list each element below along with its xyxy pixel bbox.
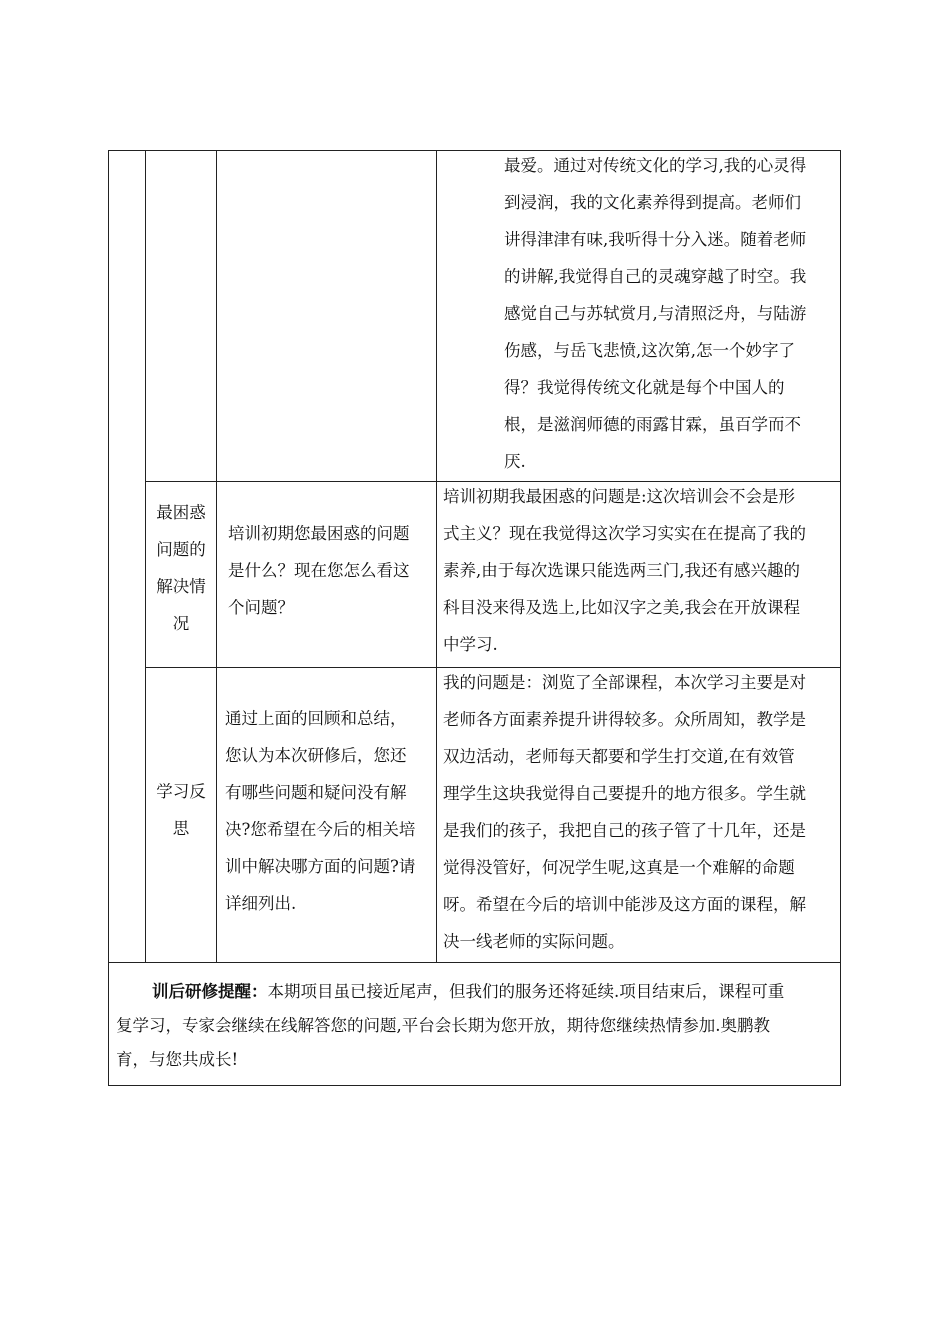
text-line: 决一线老师的实际问题。 (443, 932, 625, 951)
question-reflection (225, 703, 433, 919)
text-line: 双边活动，老师每天都要和学生打交道,在有效管 (443, 747, 795, 766)
reminder-text: 本期项目虽已接近尾声，但我们的服务还将延续.项目结束后，课程可重 (267, 982, 785, 1001)
table-divider (436, 150, 437, 963)
text-line: 通过上面的回顾和总结， (225, 709, 407, 728)
text-line: 我的问题是：浏览了全部课程，本次学习主要是对 (443, 673, 806, 692)
text-line: 详细列出. (225, 894, 297, 913)
text-line: 的讲解,我觉得自己的灵魂穿越了时空。我 (504, 267, 807, 286)
text-line: 您认为本次研修后，您还 (225, 746, 407, 765)
text-line: 感觉自己与苏轼赏月,与清照泛舟，与陆游 (504, 304, 807, 323)
text-line: 厌. (504, 452, 526, 471)
row-label-reflection (146, 776, 216, 844)
text-line: 讲得津津有味,我听得十分入迷。随着老师 (504, 230, 807, 249)
answer-confusion (443, 481, 835, 660)
reminder-line: 复学习，专家会继续在线解答您的问题,平台会长期为您开放，期待您继续热情参加.奥鹏教 (116, 1016, 770, 1035)
text-line: 式主义？现在我觉得这次学习实实在在提高了我的 (443, 524, 806, 543)
text-line: 科目没来得及选上,比如汉字之美,我会在开放课程 (443, 598, 800, 617)
text-line: 觉得没管好，何况学生呢,这真是一个难解的命题 (443, 858, 795, 877)
text-line: 个问题？ (228, 598, 294, 617)
text-line: 素养,由于每次选课只能选两三门,我还有感兴趣的 (443, 561, 800, 580)
text-line: 理学生这块我觉得自己要提升的地方很多。学生就 (443, 784, 806, 803)
continued-answer (504, 150, 832, 477)
reminder-line (116, 975, 836, 1009)
text-line: 根，是滋润师德的雨露甘霖，虽百学而不 (504, 415, 801, 434)
text-line: 伤感，与岳飞悲愤,这次第,怎一个妙字了 (504, 341, 795, 360)
text-line: 培训初期您最困惑的问题 (228, 524, 410, 543)
text-line: 训中解决哪方面的问题?请 (225, 857, 416, 876)
text-line: 决?您希望在今后的相关培 (225, 820, 416, 839)
text-line: 老师各方面素养提升讲得较多。众所周知，教学是 (443, 710, 806, 729)
text-line: 学习反 (156, 782, 206, 801)
text-line: 问题的 (156, 540, 206, 559)
text-line: 得？我觉得传统文化就是每个中国人的 (504, 378, 785, 397)
text-line: 呀。希望在今后的培训中能涉及这方面的课程，解 (443, 895, 806, 914)
answer-reflection (443, 667, 835, 957)
text-line: 有哪些问题和疑问没有解 (225, 783, 407, 802)
reminder-line: 育，与您共成长! (116, 1050, 239, 1069)
text-line: 到浸润，我的文化素养得到提高。老师们 (504, 193, 801, 212)
reminder-heading: 训后研修提醒： (152, 982, 268, 1001)
text-line: 是我们的孩子，我把自己的孩子管了十几年，还是 (443, 821, 806, 840)
text-line: 思 (172, 819, 190, 838)
text-line: 培训初期我最困惑的问题是:这次培训会不会是形 (443, 487, 796, 506)
table-divider (216, 150, 217, 963)
text-line: 况 (172, 614, 190, 633)
text-line: 最爱。通过对传统文化的学习,我的心灵得 (504, 156, 807, 175)
text-line: 是什么？现在您怎么看这 (228, 561, 410, 580)
row-label-confusion (146, 497, 216, 639)
text-line: 最困惑 (156, 503, 206, 522)
table-divider (108, 962, 841, 963)
text-line: 中学习. (443, 635, 498, 654)
text-line: 解决情 (156, 577, 206, 596)
question-confusion (228, 518, 433, 623)
reminder-block (116, 975, 836, 1077)
